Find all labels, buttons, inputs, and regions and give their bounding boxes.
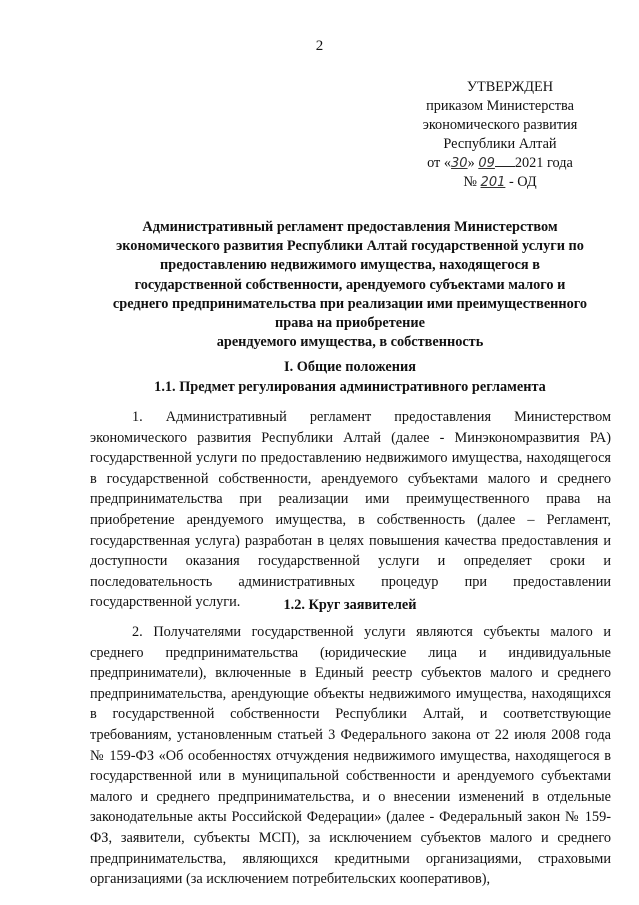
approval-heading: УТВЕРЖДЕН — [466, 79, 554, 95]
title-line: арендуемого имущества, в собственность — [216, 334, 484, 351]
page-number: 2 — [315, 38, 324, 54]
section-heading — [70, 358, 630, 397]
approval-line: приказом Министерства — [426, 98, 574, 114]
approval-line: экономического развития — [422, 117, 578, 133]
section-title: I. Общие положения — [284, 359, 416, 375]
approval-number: № 201 - ОД — [463, 174, 537, 190]
title-line: Административный регламент предоставления Министерством — [142, 219, 558, 235]
document-title — [70, 218, 630, 352]
handwritten-number: 201 — [480, 175, 506, 190]
title-line: государственной собственности, арендуемого субъектами малого и — [134, 276, 566, 293]
blank-underline — [495, 154, 515, 167]
approval-stamp — [400, 78, 600, 192]
section-heading-2: 1.2. Круг заявителей — [283, 597, 417, 613]
title-line: права на приобретение — [275, 315, 425, 332]
approval-date: от «30» 09 2021 года — [427, 155, 573, 171]
section-subtitle: 1.1. Предмет регулирования административного регламента — [154, 378, 546, 395]
paragraph-2: 2. Получателями государственной услуги являются субъекты малого и среднего предпринимательства (юридические лица и индивидуальные предприниматели), включенные в Единый реестр субъектов малого и среднего предпринимательства, арендующие объекты недвижимого имущества, находящихся в государственной собственности Республики Алтай, и соответствующие требованиям, установленным статьей 3 Федерального закона от 22 июля 2008 года № 159-ФЗ «Об особенностях отчуждения недвижимого имущества, находящегося в государственной или в муниципальной собственности и арендуемого субъектами малого и среднего предпринимательства, и о внесении изменений в отдельные законодательные акты Российской Федерации» (далее - Федеральный закон № 159-ФЗ, заявители, субъекты МСП), за исключением субъектов малого и среднего предпринимательства, являющихся кредитными организациями, страховыми организациями (за исключением потребительских кооперативов), — [90, 624, 611, 888]
title-line: предоставлению недвижимого имущества, находящегося в — [160, 257, 540, 274]
handwritten-day: 30 — [451, 156, 468, 171]
paragraph-1: 1. Административный регламент предоставления Министерством экономического развития Республики Алтай (далее - Минэкономразвития РА) государственной услуги по предоставлению недвижимого имущества, находящегося в государственной собственности, арендуемого субъектами малого и среднего предпринимательства при реализации ими преимущественного права на приобретение арендуемого имущества, в собственность (далее – Регламент, государственная услуга) разработан в целях повышения качества предоставления и доступности оказания государственной услуги и определяет сроки и последовательность административных процедур при предоставлении государственной услуги. — [90, 409, 611, 611]
approval-line: Республики Алтай — [443, 136, 557, 152]
handwritten-month: 09 — [478, 156, 495, 171]
title-line: экономического развития Республики Алтай государственной услуги по — [116, 238, 584, 255]
title-line: среднего предпринимательства при реализации ими преимущественного — [112, 295, 588, 312]
